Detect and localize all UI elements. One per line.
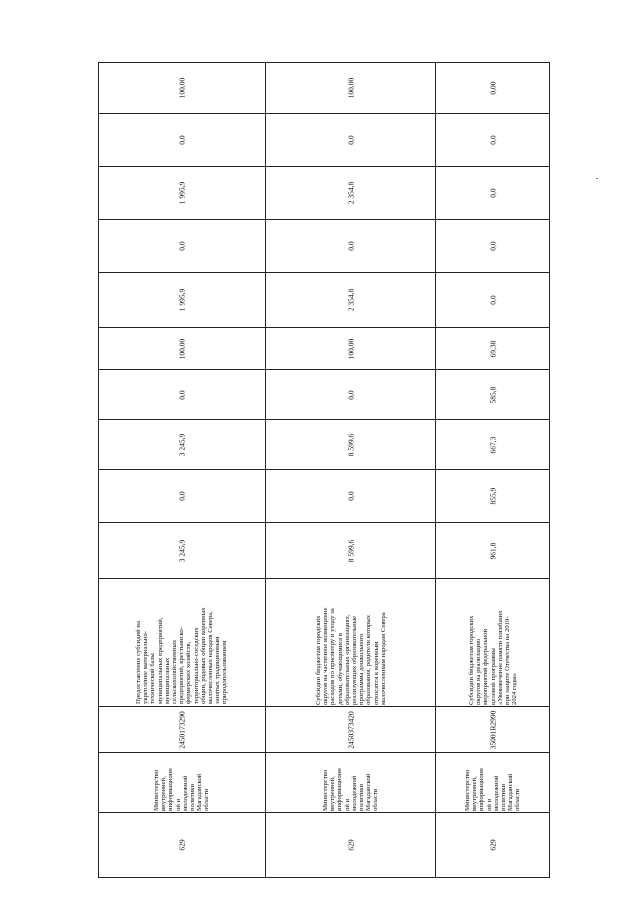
cell-v9 <box>266 113 435 166</box>
cell-v9 <box>99 113 265 166</box>
purpose-text: Субсидии бюджетам городских округов на реализацию мероприятий федеральной целевой программы «Увековечение памяти погибших при защите Отечества на 2019- 2024 годы» <box>467 610 518 705</box>
value: 0,0 <box>177 491 187 501</box>
cell-csr <box>436 706 549 752</box>
value: 0,0 <box>346 135 355 145</box>
cell-v7 <box>99 219 265 272</box>
cell-v1 <box>266 522 435 578</box>
cell-v10 <box>266 63 435 113</box>
cell-csr <box>99 706 265 752</box>
cell-v6 <box>436 272 549 327</box>
value: 1 995,9 <box>177 288 187 312</box>
value: 585,8 <box>488 386 497 403</box>
table-row <box>435 63 549 877</box>
cell-v6 <box>99 272 265 327</box>
cell-v5 <box>99 327 265 369</box>
cell-code <box>436 812 549 877</box>
cell-v2 <box>436 469 549 522</box>
value: 2 354,8 <box>346 181 355 205</box>
table-row <box>99 63 265 877</box>
value: 0,0 <box>346 389 355 400</box>
percent-value: 100,00 <box>177 77 187 99</box>
cell-v8 <box>99 166 265 219</box>
value: 100,00 <box>346 77 355 99</box>
target-article-code: 35001R2990 <box>488 710 497 749</box>
value: 0,0 <box>177 241 187 251</box>
department-code: 629 <box>488 839 497 851</box>
value: 69,38 <box>488 340 497 357</box>
cell-csr <box>266 706 435 752</box>
cell-v10 <box>436 63 549 113</box>
value: 0,0 <box>488 295 497 305</box>
value: 100,00 <box>346 338 355 359</box>
cell-v3 <box>99 419 265 469</box>
department-code: 629 <box>177 839 187 851</box>
purpose-text: Субсидии бюджетам городских округов на частичное возмещение расходов по присмотру и уходу за детьми, обучающимися в образовательных организациях, реализующих образовательные программы дошкольного образования, родители которых относятся к коренным малочисленным народам Севера <box>314 607 387 705</box>
value: 0,0 <box>488 188 497 198</box>
value: 2 354,8 <box>346 288 355 312</box>
ministry-text: Министерство внутренней, информационн ой и молодежной политики Магаданской области <box>153 767 211 811</box>
cell-v9 <box>436 113 549 166</box>
department-code: 629 <box>346 839 355 851</box>
cell-v7 <box>266 219 435 272</box>
cell-v1 <box>436 522 549 578</box>
target-article-code: 2450373420 <box>346 710 355 749</box>
cell-code <box>99 812 265 877</box>
value: 0,0 <box>346 491 355 501</box>
value: 0,0 <box>488 241 497 251</box>
cell-v4 <box>436 369 549 419</box>
value: 0,0 <box>488 135 497 145</box>
value: 0,0 <box>177 389 187 400</box>
cell-v8 <box>436 166 549 219</box>
value: 0,00 <box>488 81 497 95</box>
value: 8 599,6 <box>346 433 355 456</box>
cell-ministry <box>436 752 549 812</box>
value: 100,00 <box>177 338 187 359</box>
cell-code <box>266 812 435 877</box>
purpose-text: Предоставление субсидий на укрепление материально- технической базы муниципальных предприятий, муниципальных сельскохозяйственных предприятий, крестьянско- фермерских хозяйств, территориально-соседских общин, родовых общин коренных малочисленных народов Севера, занятых традиционным природопользованием <box>135 606 229 704</box>
cell-v2 <box>266 469 435 522</box>
cell-ministry <box>266 752 435 812</box>
cell-purpose <box>266 578 435 706</box>
cell-v7 <box>436 219 549 272</box>
table-row <box>265 63 435 877</box>
cell-v2 <box>99 469 265 522</box>
value: 961,8 <box>488 542 497 559</box>
value: 3 245,9 <box>177 539 187 562</box>
target-article-code: 2450173290 <box>177 710 187 749</box>
ministry-text: Министерство внутренней, информационн ой и молодежной политики Магаданской области <box>463 767 522 811</box>
cell-v3 <box>266 419 435 469</box>
document-page <box>98 62 550 878</box>
scan-artifact <box>596 178 598 179</box>
ministry-text: Министерство внутренней, информационн ой и молодежной политики Магаданской области <box>321 767 380 811</box>
value: 0,0 <box>177 135 187 145</box>
cell-ministry <box>99 752 265 812</box>
cell-v6 <box>266 272 435 327</box>
value: 0,0 <box>346 241 355 251</box>
cell-v5 <box>436 327 549 369</box>
cell-purpose <box>99 578 265 706</box>
cell-v4 <box>266 369 435 419</box>
cell-purpose <box>436 578 549 706</box>
cell-v5 <box>266 327 435 369</box>
value: 8 599,6 <box>346 539 355 562</box>
cell-v3 <box>436 419 549 469</box>
value: 1 995,9 <box>177 181 187 205</box>
cell-v10 <box>99 63 265 113</box>
cell-v4 <box>99 369 265 419</box>
value: 3 245,9 <box>177 433 187 456</box>
value: 667,3 <box>488 436 497 453</box>
cell-v8 <box>266 166 435 219</box>
value: 855,9 <box>488 487 497 505</box>
cell-v1 <box>99 522 265 578</box>
